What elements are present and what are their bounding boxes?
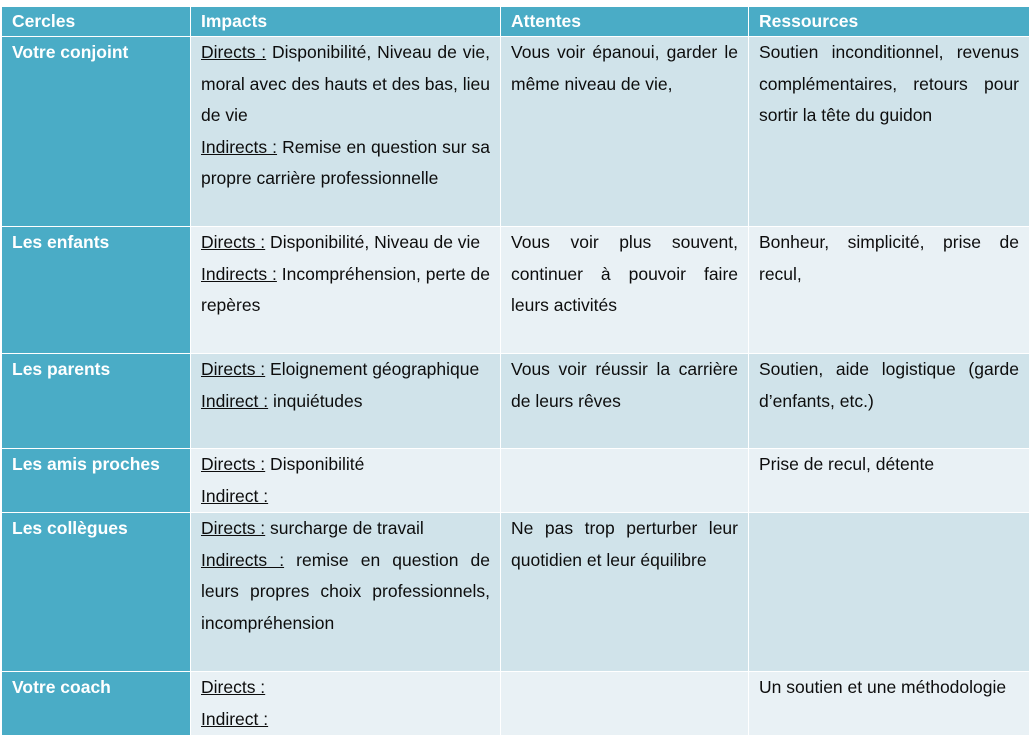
directs-text: surcharge de travail (265, 518, 424, 538)
circle-name: Votre conjoint (2, 37, 191, 227)
impacts-indirects (201, 132, 490, 195)
impacts-directs (201, 354, 490, 386)
impacts-directs (201, 672, 490, 704)
impacts-directs (201, 37, 490, 132)
directs-text: Disponibilité, Niveau de vie (265, 232, 481, 252)
impacts-cell (191, 672, 501, 736)
directs-label: Directs : (201, 232, 266, 252)
ressources-cell (749, 513, 1030, 672)
attentes-cell: Ne pas trop perturber leur quotidien et leur équilibre (501, 513, 749, 672)
indirects-label: Indirects : (201, 136, 278, 157)
attentes-cell (501, 449, 749, 513)
directs-label: Directs : (201, 42, 267, 62)
table-row (2, 227, 1030, 354)
indirects-label: Indirects : (201, 263, 277, 284)
table-row (2, 672, 1030, 736)
indirects-label: Indirects : (201, 549, 285, 570)
indirects-text: Incompréhension, perte de repères (201, 263, 490, 315)
circles-table (1, 6, 1030, 736)
impacts-directs (201, 227, 490, 259)
impacts-indirects (201, 481, 490, 513)
table-row (2, 354, 1030, 449)
impacts-indirects (201, 704, 490, 736)
table-row (2, 37, 1030, 227)
circle-name: Votre coach (2, 672, 191, 736)
header-impacts: Impacts (191, 7, 501, 37)
indirects-text: Remise en question sur sa propre carrière professionnelle (201, 136, 490, 188)
impacts-cell (191, 227, 501, 354)
header-row (2, 7, 1030, 37)
directs-label: Directs : (201, 359, 266, 379)
impacts-indirects (201, 386, 490, 418)
indirects-text: inquiétudes (268, 390, 363, 411)
ressources-cell: Prise de recul, détente (749, 449, 1030, 513)
header-ressources: Ressources (749, 7, 1030, 37)
circle-name: Les collègues (2, 513, 191, 672)
circle-name: Les amis proches (2, 449, 191, 513)
indirects-label: Indirect : (201, 485, 269, 506)
impacts-indirects (201, 259, 490, 322)
impacts-cell (191, 37, 501, 227)
attentes-cell: Vous voir plus souvent, continuer à pouvoir faire leurs activités (501, 227, 749, 354)
impacts-cell (191, 449, 501, 513)
table-row (2, 513, 1030, 672)
impacts-indirects (201, 545, 490, 640)
attentes-cell (501, 672, 749, 736)
impacts-directs (201, 449, 490, 481)
table-row (2, 449, 1030, 513)
directs-text: Disponibilité, Niveau de vie, moral avec des hauts et des bas, lieu de vie (201, 42, 490, 125)
header-cercles: Cercles (2, 7, 191, 37)
impacts-cell (191, 354, 501, 449)
impacts-cell (191, 513, 501, 672)
indirects-label: Indirect : (201, 708, 269, 729)
header-attentes: Attentes (501, 7, 749, 37)
indirects-label: Indirect : (201, 390, 269, 411)
directs-text: Disponibilité (265, 454, 365, 474)
indirects-text: remise en question de leurs propres choix professionnels, incompréhension (201, 549, 490, 633)
impacts-directs (201, 513, 490, 545)
ressources-cell: Soutien, aide logistique (garde d’enfants, etc.) (749, 354, 1030, 449)
directs-label: Directs : (201, 677, 266, 697)
ressources-cell: Bonheur, simplicité, prise de recul, (749, 227, 1030, 354)
circle-name: Les parents (2, 354, 191, 449)
attentes-cell: Vous voir épanoui, garder le même niveau de vie, (501, 37, 749, 227)
directs-label: Directs : (201, 518, 266, 538)
directs-text: Eloignement géographique (265, 359, 480, 379)
circle-name: Les enfants (2, 227, 191, 354)
ressources-cell: Un soutien et une méthodologie (749, 672, 1030, 736)
ressources-cell: Soutien inconditionnel, revenus complémentaires, retours pour sortir la tête du guidon (749, 37, 1030, 227)
directs-label: Directs : (201, 454, 266, 474)
attentes-cell: Vous voir réussir la carrière de leurs rêves (501, 354, 749, 449)
